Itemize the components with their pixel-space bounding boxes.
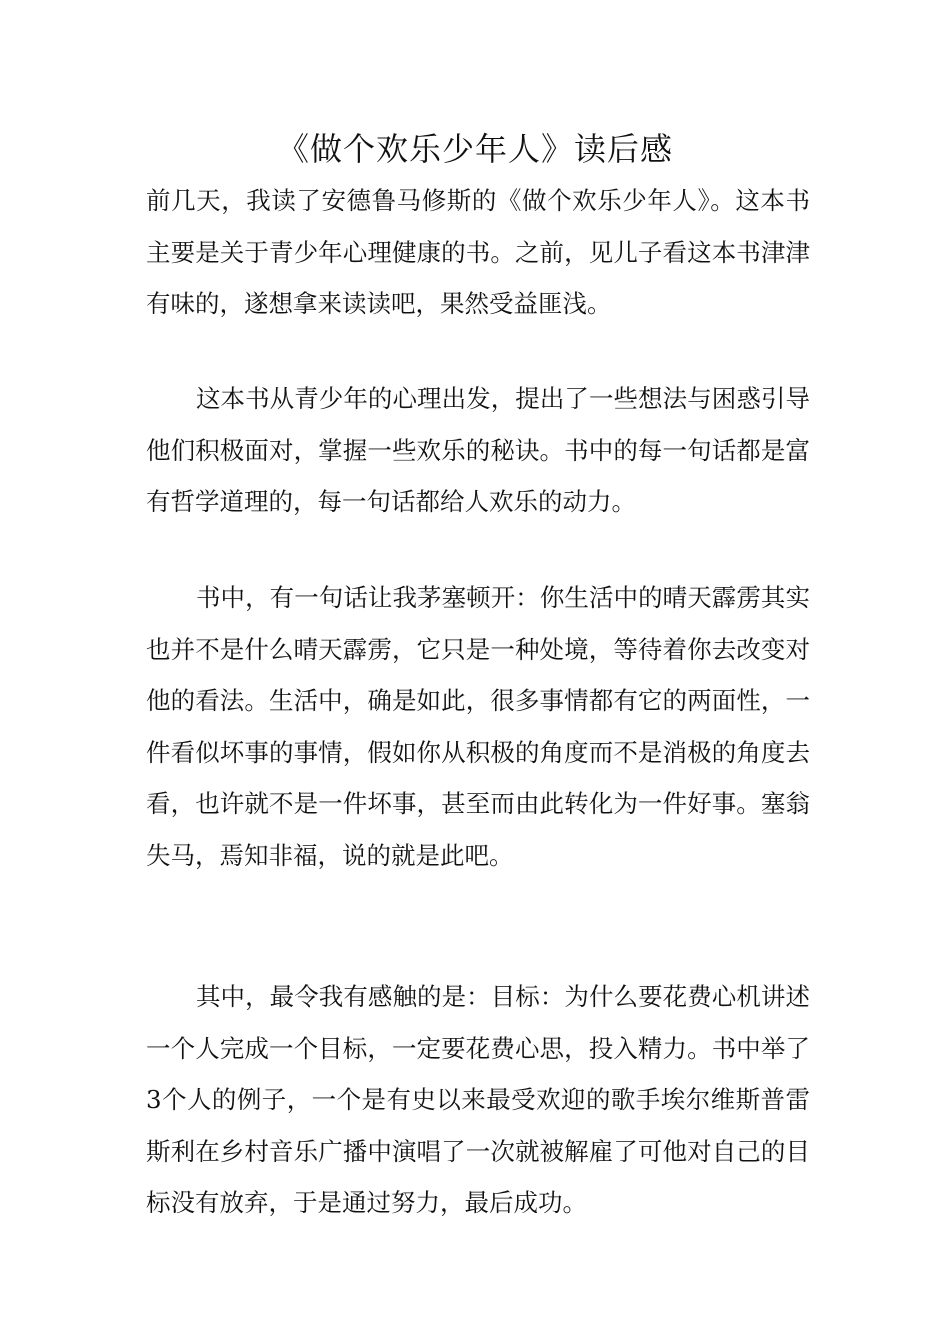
document-title: 《做个欢乐少年人》读后感 bbox=[276, 130, 673, 168]
paragraph-1: 前几天，我读了安德鲁马修斯的《做个欢乐少年人》。这本书主要是关于青少年心理健康的书。之前，见儿子看这本书津津有味的，遂想拿来读读吧，果然受益匪浅。 bbox=[146, 186, 810, 318]
paragraph-3: 书中，有一句话让我茅塞顿开：你生活中的晴天霹雳其实也并不是什么晴天霹雳，它只是一种处境，等待着你去改变对他的看法。生活中，确是如此，很多事情都有它的两面性，一件看似坏事的事情，假如你从积极的角度而不是消极的角度去看，也许就不是一件坏事，甚至而由此转化为一件好事。塞翁失马，焉知非福，说的就是此吧。 bbox=[146, 583, 810, 870]
paragraph-2: 这本书从青少年的心理出发，提出了一些想法与困惑引导他们积极面对，掌握一些欢乐的秘诀。书中的每一句话都是富有哲学道理的，每一句话都给人欢乐的动力。 bbox=[146, 384, 810, 516]
paragraph-4: 其中，最令我有感触的是：目标：为什么要花费心机讲述一个人完成一个目标，一定要花费心思，投入精力。书中举了3个人的例子，一个是有史以来最受欢迎的歌手埃尔维斯普雷斯利在乡村音乐广播中演唱了一次就被解雇了可他对自己的目标没有放弃，于是通过努力，最后成功。 bbox=[146, 982, 810, 1217]
